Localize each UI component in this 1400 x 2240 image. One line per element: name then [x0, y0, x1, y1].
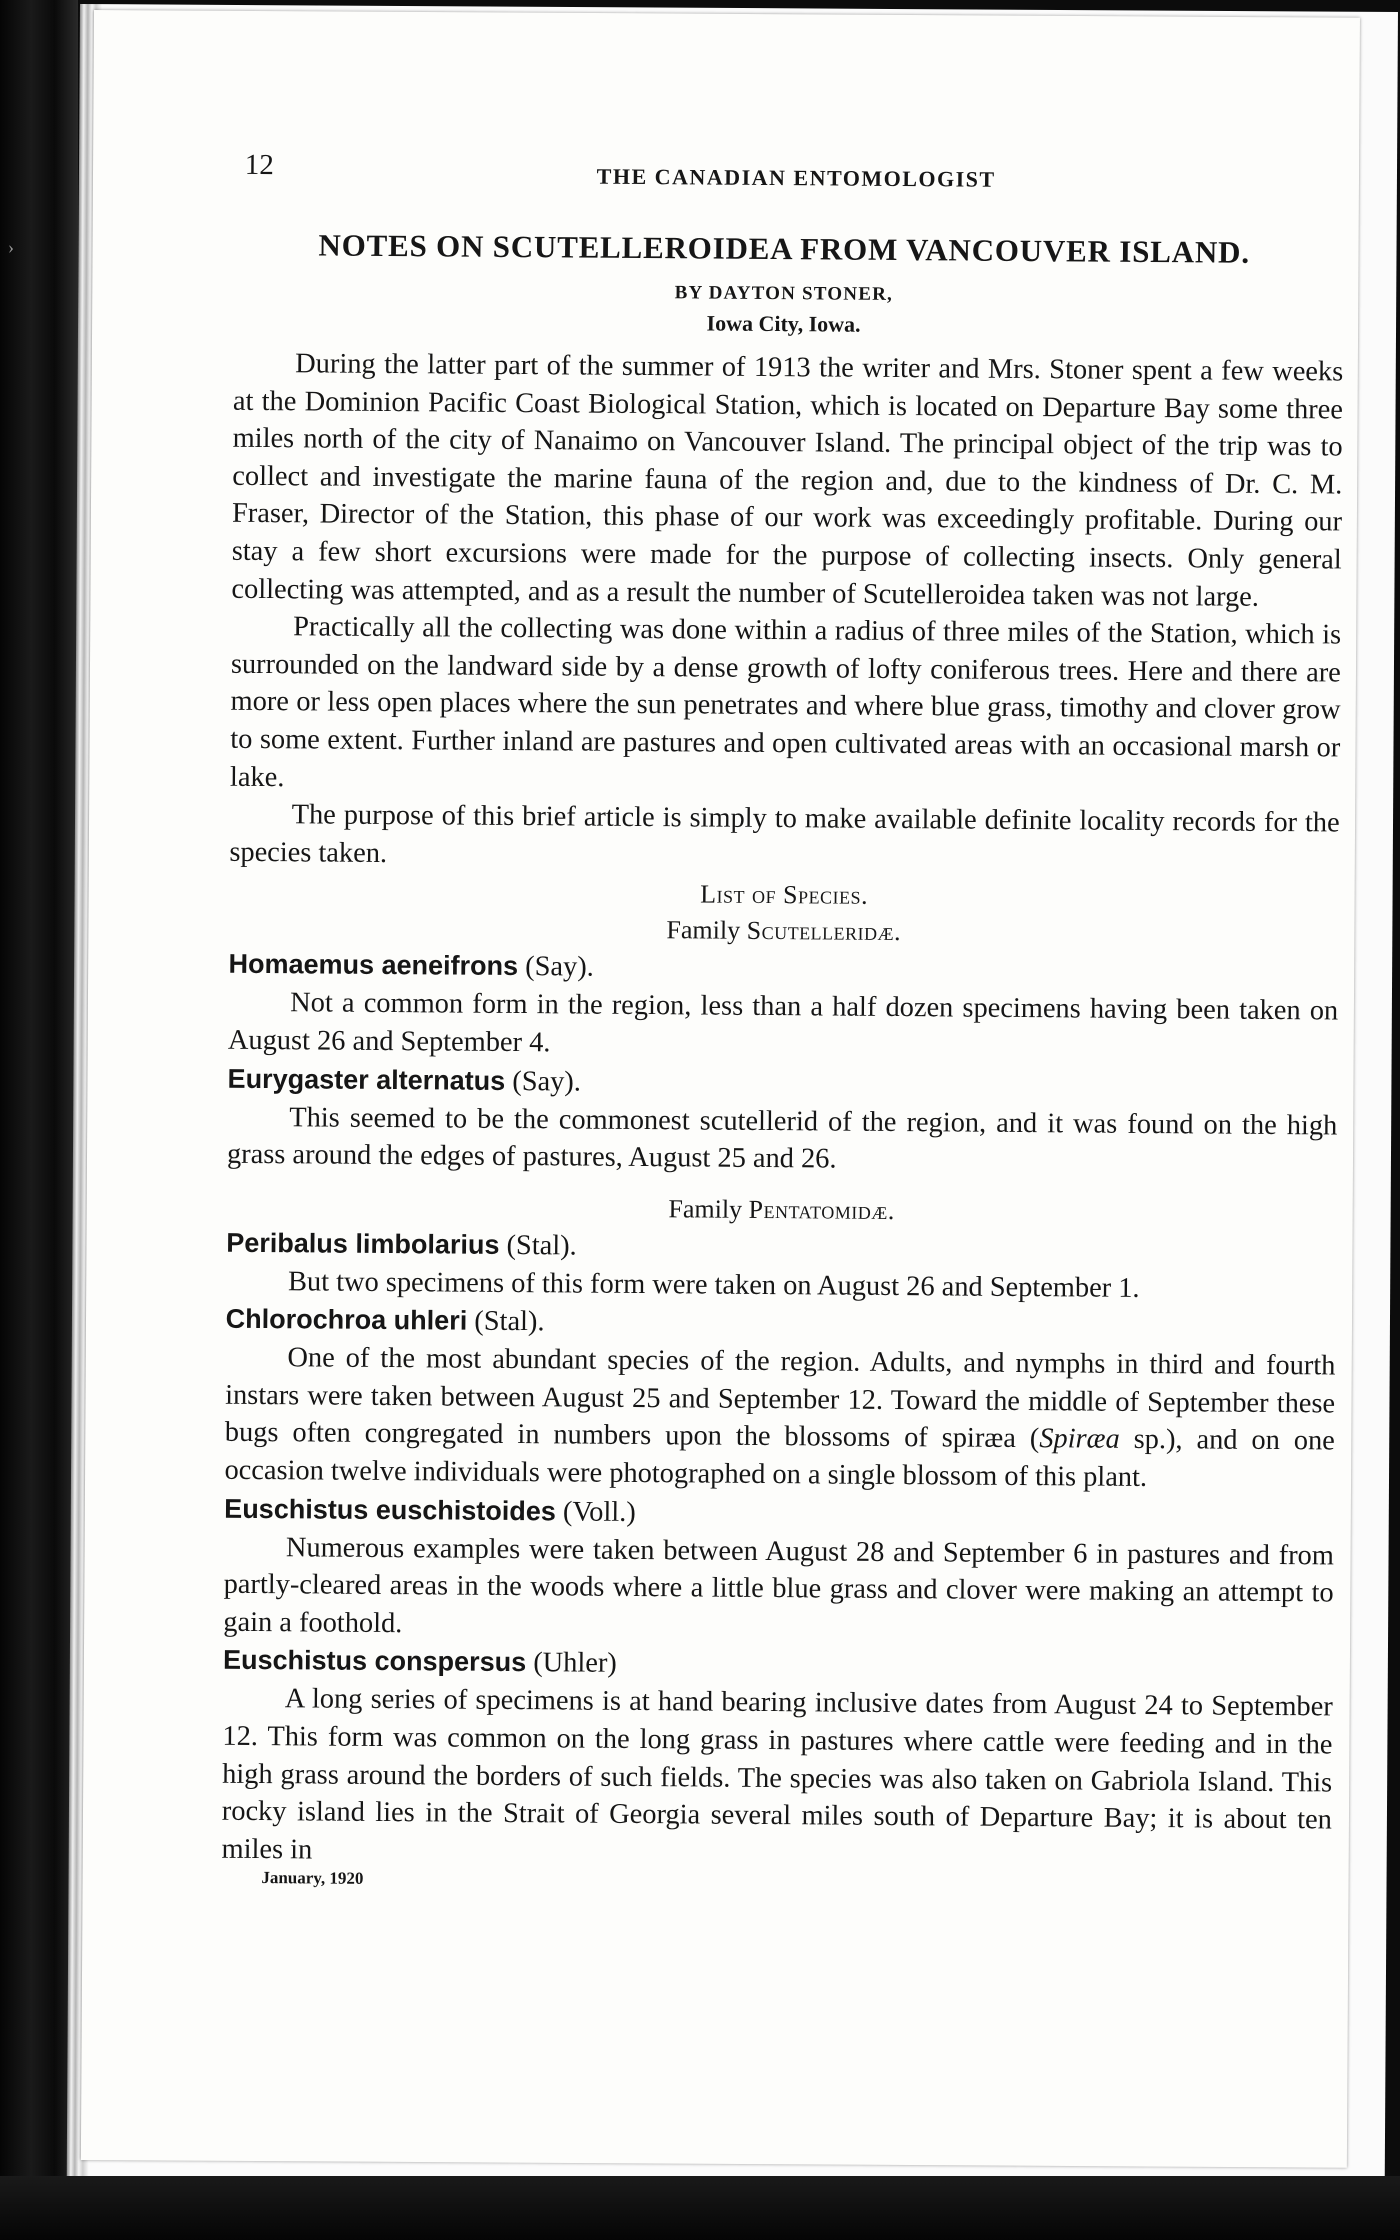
species-note: This seemed to be the commonest scutellerid of the region, and it was found on the high grass around the edges of pastures, August 25 and 26. [226, 1101, 1338, 1175]
species-author: (Stal). [506, 1229, 577, 1262]
species-note: Not a common form in the region, less than a half dozen specimens having been taken on August 26 and September 4. [227, 987, 1339, 1059]
species-name: Homaemus aeneifrons [228, 949, 519, 982]
article-title: NOTES ON SCUTELLEROIDEA FROM VANCOUVER ISLAND. [318, 227, 1250, 270]
species-name: Chlorochroa uhleri [225, 1304, 468, 1336]
family-name: Pentatomidæ. [748, 1194, 895, 1225]
page-content [121, 140, 1355, 1897]
species-name: Euschistus conspersus [222, 1645, 527, 1678]
species-note-text: sp.), and on one occasion twelve individuals were photographed on a single blossom of this plant. [224, 1424, 1335, 1494]
species-note [224, 1339, 1335, 1498]
species-note: But two specimens of this form were taken on August 26 and September 1. [287, 1265, 1140, 1304]
species-name: Eurygaster alternatus [227, 1063, 506, 1096]
species-author: (Say). [512, 1065, 582, 1098]
family-name: Scutelleridæ. [746, 916, 902, 947]
family-prefix: Family [668, 1193, 743, 1224]
article-body [121, 344, 1343, 1897]
scan-bottom-edge [0, 2176, 1400, 2240]
scan-artifact-mark: › [8, 237, 14, 257]
intro-paragraph-3: The purpose of this brief article is simply to make available definite locality records for the species taken. [229, 799, 1340, 869]
list-of-species-heading: List of Species. [700, 879, 869, 911]
journal-title: THE CANADIAN ENTOMOLOGIST [596, 163, 996, 192]
species-name: Peribalus limbolarius [226, 1227, 500, 1260]
species-note-text: One of the most abundant species of the region. Adults, and nymphs in third and fourth instars were taken between August 25 and September 12. Toward the middle of September these bugs often congregated in numbers upon the blossoms of spiræa ( [224, 1342, 1336, 1455]
species-author: (Stal). [474, 1305, 545, 1338]
species-name: Euschistus euschistoides [224, 1493, 556, 1527]
issue-date: January, 1920 [261, 1868, 364, 1889]
scan-binding-edge [0, 0, 78, 2240]
species-note: A long series of specimens is at hand bearing inclusive dates from August 24 to September 12. This form was common on the long grass in pastures where cattle were feeding and in the high grass around the borders of such fields. The species was also taken on Gabriola Island. This rocky island lies in the Strait of Georgia several miles south of Departure Bay; it is about ten miles in [221, 1683, 1333, 1866]
species-note-italic: Spiræa [1039, 1423, 1120, 1456]
species-author: (Voll.) [562, 1496, 636, 1528]
intro-paragraph-2: Practically all the collecting was done within a radius of three miles of the Station, which is surrounded on the landward side by a dense growth of lofty coniferous trees. Here and there are more or less open places where the sun penetrates and where blue grass, timothy and clover grow to some extent. Further inland are pastures and open cultivated areas with an occasional marsh or lake. [229, 611, 1342, 793]
running-head [135, 140, 1355, 200]
species-author: (Uhler) [533, 1647, 617, 1680]
species-author: (Say). [525, 951, 594, 983]
family-prefix: Family [666, 915, 741, 946]
page-number: 12 [244, 148, 274, 182]
intro-paragraph-1: During the latter part of the summer of 1913 the writer and Mrs. Stoner spent a few weeks at the Dominion Pacific Coast Biological Station, which is located on Departure Bay some three miles north of the city of Nanaimo on Vancouver Island. The principal object of the trip was to collect and investigate the marine fauna of the region and, due to the kindness of Dr. C. M. Fraser, Director of the Station, this phase of our work was exceedingly profitable. During our stay a few short excursions were made for the purpose of collecting insects. Only general collecting was attempted, and as a result the number of Scutelleroidea taken was not large. [231, 348, 1344, 613]
article-byline: BY DAYTON STONER, [674, 282, 894, 305]
species-note: Numerous examples were taken between August 28 and September 6 in pastures and from partly-cleared areas in the woods where a little blue grass and clover were making an attempt to gain a foothold. [223, 1531, 1335, 1639]
article-affiliation: Iowa City, Iowa. [706, 310, 861, 337]
